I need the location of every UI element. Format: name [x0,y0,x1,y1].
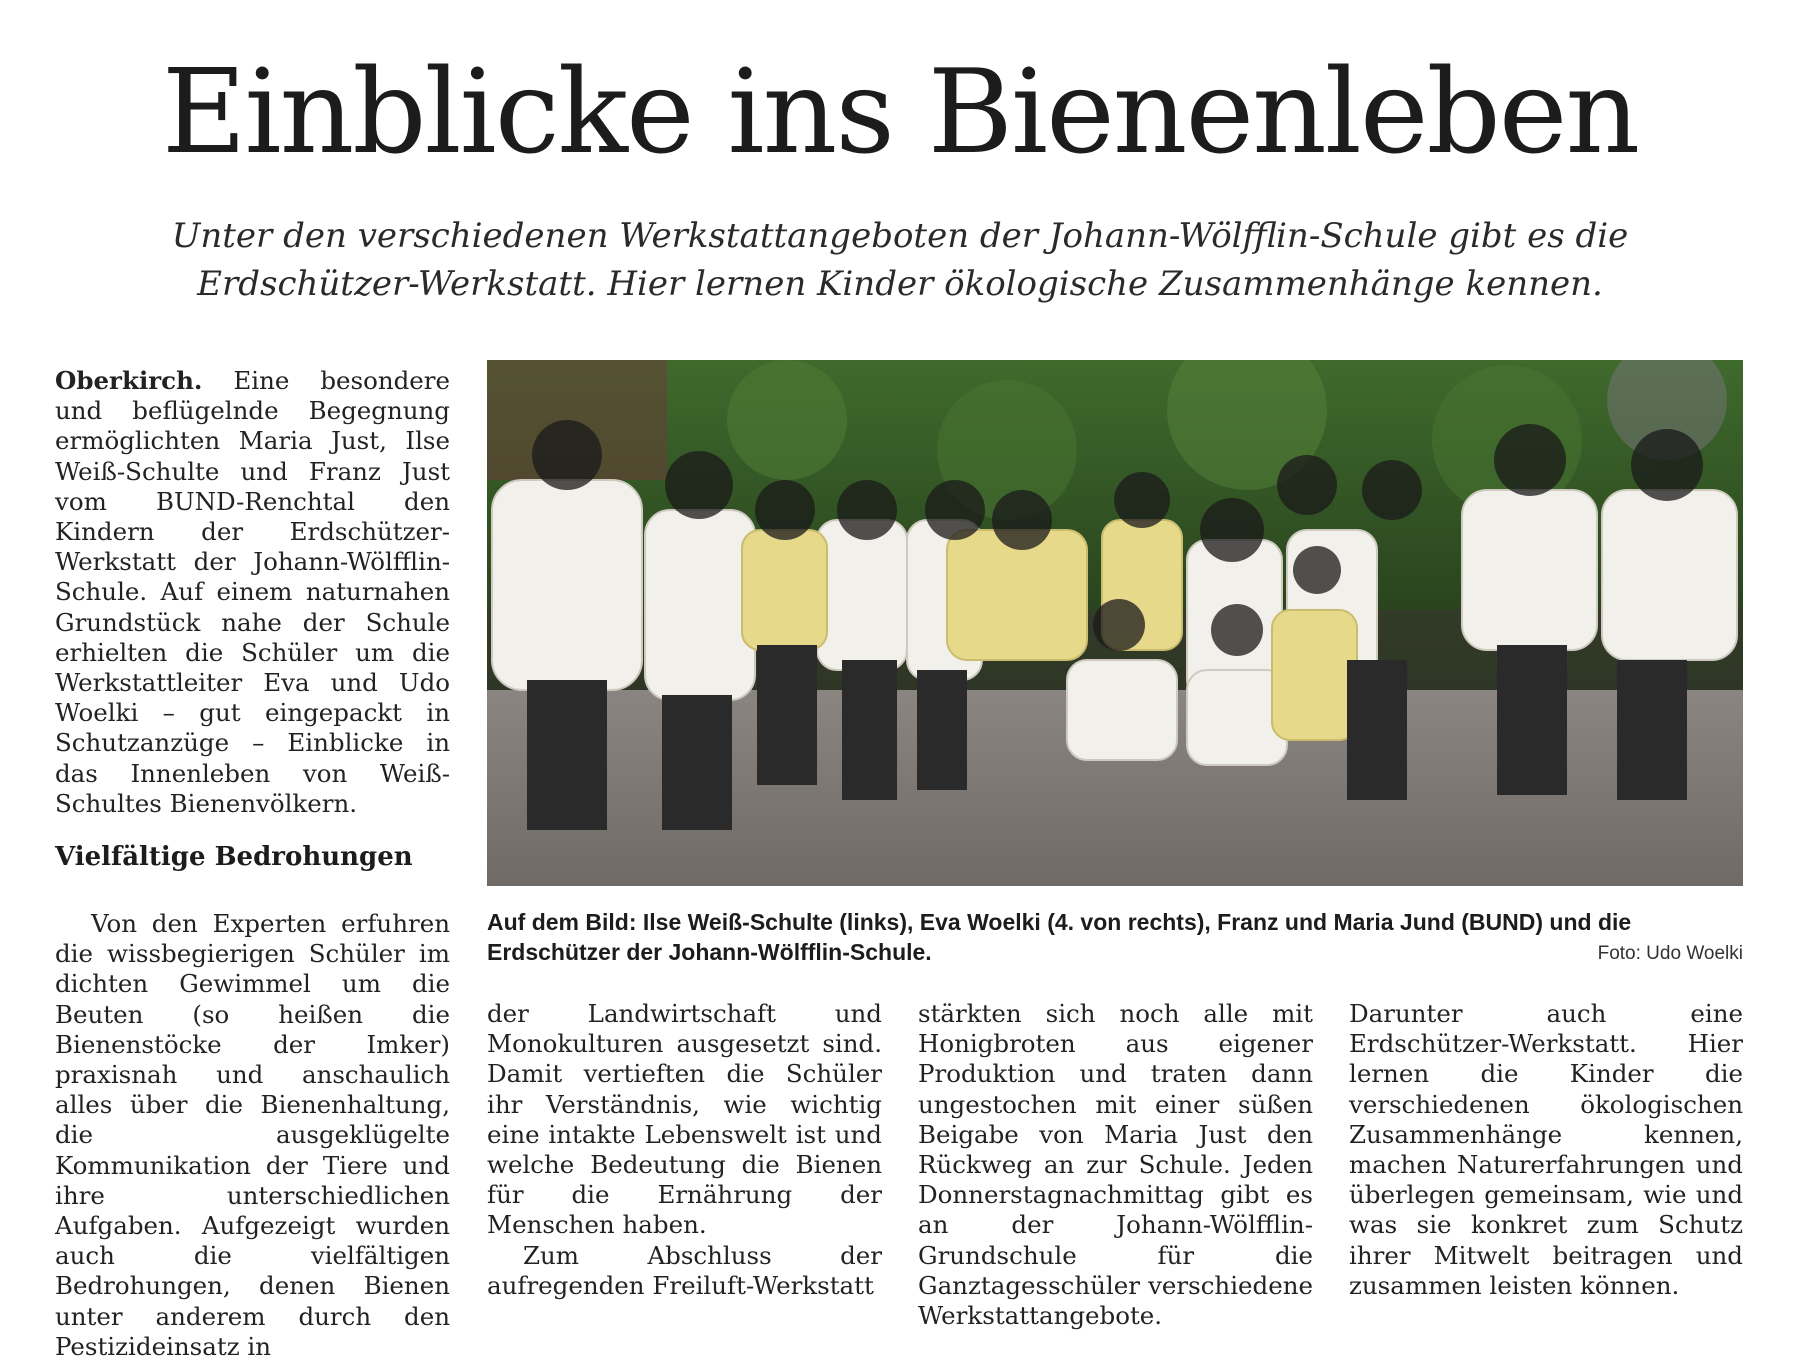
column-3 [918,999,1313,1331]
column-1-body [55,909,450,1362]
lead-paragraph: Eine besondere und beflügelnde Begegnung ermöglichten Maria Just, Ilse Weiß-Schulte und Franz Just vom BUND-Renchtal den Kindern der Erdschützer-Werkstatt der Johann-Wölfflin-Schule. Auf einem naturnahen Grundstück nahe der Schule erhielten die Schüler um die Werkstattleiter Eva und Udo Woelki – gut eingepackt in Schutzanzüge – Einblicke in das Innenleben von Weiß-Schultes Bienenvölkern. [55,366,450,818]
body-paragraph: Zum Abschluss der aufregenden Freiluft-Werkstatt [487,1240,882,1300]
photo-caption: Auf dem Bild: Ilse Weiß-Schulte (links), Eva Woelki (4. von rechts), Franz und Maria Jund (BUND) und die Erdschützer der Johann-Wölfflin-Schule. [487,909,1632,965]
article-photo [487,360,1743,886]
column-4 [1349,999,1743,1301]
photo-credit: Foto: Udo Woelki [1597,943,1743,964]
body-paragraph: stärkten sich noch alle mit Honigbroten aus eigener Produktion und traten dann ungestochen mit einer süßen Beigabe von Maria Just den Rückweg an zur Schule. Jeden Donnerstagnachmittag gibt es an der Johann-Wölfflin-Grundschule für die Ganztagesschüler verschiedene Werkstattangebote. [918,999,1313,1331]
subheading: Vielfältige Bedrohungen [55,842,413,872]
body-paragraph: der Landwirtschaft und Monokulturen ausgesetzt sind. Damit vertieften die Schüler ihr Verständnis, wie wichtig eine intakte Lebenswelt ist und welche Bedeutung die Bienen für die Ernährung der Menschen haben. [487,999,882,1240]
body-paragraph: Von den Experten erfuhren die wissbegierigen Schüler im dichten Gewimmel um die Beuten (so heißen die Bienenstöcke der Imker) praxisnah und anschaulich alles über die Bienenhaltung, die ausgeklügelte Kommunikation der Tiere und ihre unterschiedlichen Aufgaben. Aufgezeigt wurden auch die vielfältigen Bedrohungen, denen Bienen unter anderem durch den Pestizideinsatz in [55,909,450,1361]
dateline: Oberkirch. [55,366,203,395]
body-paragraph: Darunter auch eine Erdschützer-Werkstatt. Hier lernen die Kinder die verschiedenen ökologischen Zusammenhänge kennen, machen Naturerfahrungen und überlegen gemeinsam, wie und was sie konkret zum Schutz ihrer Mitwelt beitragen und zusammen leisten können. [1349,999,1743,1300]
column-2 [487,999,882,1301]
article-headline: Einblicke ins Bienenleben [161,45,1639,180]
article-deck: Unter den verschiedenen Werkstattangeboten der Johann-Wölfflin-Schule gibt es die Erdschützer-Werkstatt. Hier lernen Kinder ökologische Zusammenhänge kennen. [171,216,1629,304]
photo-illustration [487,360,1743,886]
column-1-lead [55,366,450,819]
